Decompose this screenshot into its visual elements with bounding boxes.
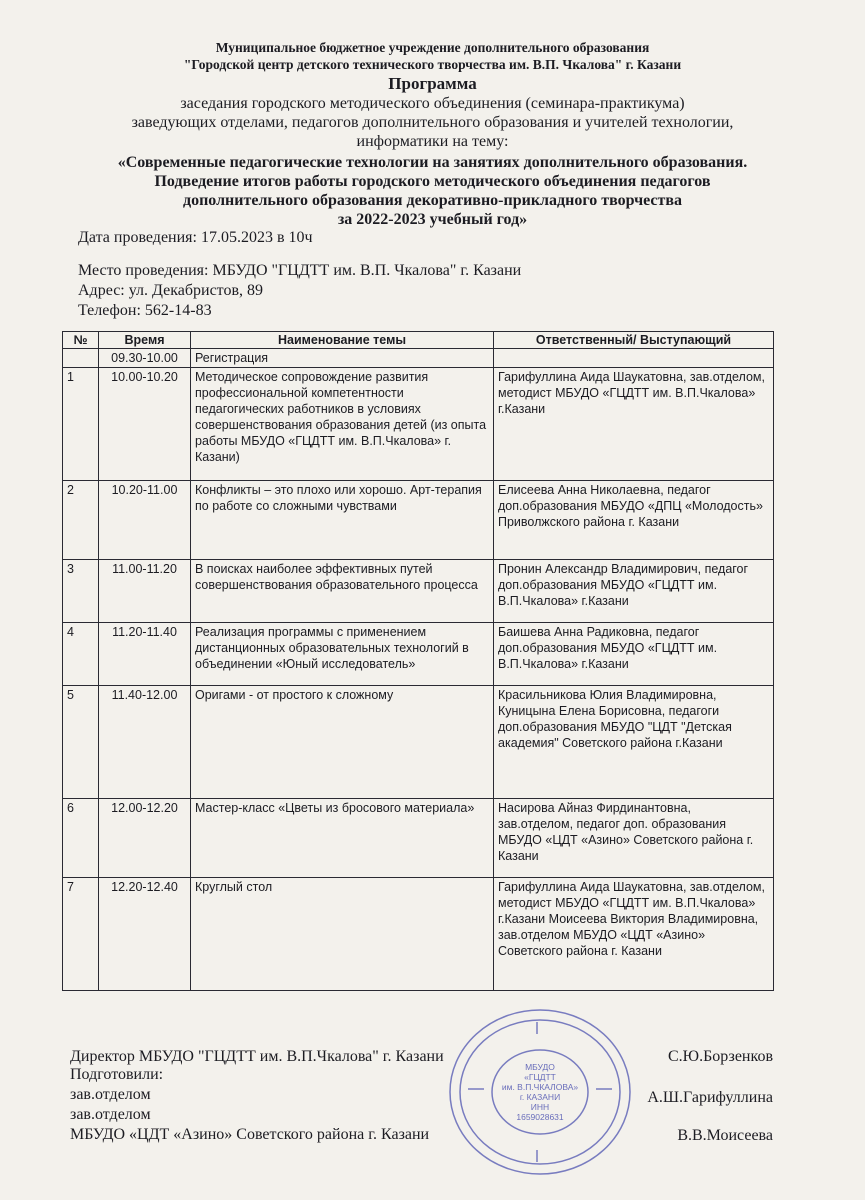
program-table bbox=[62, 331, 774, 991]
row-num: 7 bbox=[63, 878, 99, 991]
stamp-text-6: 1659028631 bbox=[516, 1112, 564, 1122]
row-num: 6 bbox=[63, 799, 99, 878]
table-row bbox=[63, 560, 774, 623]
row-time: 10.00-10.20 bbox=[99, 368, 191, 481]
stamp-text-2: «ГЦДТТ bbox=[524, 1072, 556, 1082]
event-phone: Телефон: 562-14-83 bbox=[78, 302, 212, 319]
table-row bbox=[63, 799, 774, 878]
header-time: Время bbox=[99, 332, 191, 349]
row-time: 12.00-12.20 bbox=[99, 799, 191, 878]
subtitle-line3: информатики на тему: bbox=[356, 133, 509, 150]
stamp-text-1: МБУДО bbox=[525, 1062, 555, 1072]
director-title: Директор МБУДО "ГЦДТТ им. В.П.Чкалова" г. Казани bbox=[70, 1048, 444, 1065]
header-num: № bbox=[63, 332, 99, 349]
theme-line2: Подведение итогов работы городского методического объединения педагогов bbox=[154, 173, 711, 190]
row-time: 11.00-11.20 bbox=[99, 560, 191, 623]
row-responsible: Насирова Айназ Фирдинантовна, зав.отделом, педагог доп. образования МБУДО «ЦДТ «Азино» Советского района г. Казани bbox=[494, 799, 774, 878]
header-topic: Наименование темы bbox=[191, 332, 494, 349]
row-topic: Методическое сопровождение развития профессиональной компетентности педагогических работников в условиях совершенствования образования детей (из опыта работы МБУДО «ГЦДТТ им. В.П.Чкалова» г. Казани) bbox=[191, 368, 494, 481]
row-topic: Мастер-класс «Цветы из бросового материала» bbox=[191, 799, 494, 878]
row-responsible: Елисеева Анна Николаевна, педагог доп.образования МБУДО «ДПЦ «Молодость» Приволжского района г. Казани bbox=[494, 481, 774, 560]
preparer2-org: МБУДО «ЦДТ «Азино» Советского района г. Казани bbox=[70, 1126, 430, 1143]
row-time: 11.40-12.00 bbox=[99, 686, 191, 799]
row-topic: Круглый стол bbox=[191, 878, 494, 991]
table-row bbox=[63, 878, 774, 991]
row-num: 4 bbox=[63, 623, 99, 686]
row-num bbox=[63, 349, 99, 368]
row-num: 2 bbox=[63, 481, 99, 560]
row-topic: Конфликты – это плохо или хорошо. Арт-терапия по работе со сложными чувствами bbox=[191, 481, 494, 560]
row-time: 11.20-11.40 bbox=[99, 623, 191, 686]
row-num: 1 bbox=[63, 368, 99, 481]
header-responsible: Ответственный/ Выступающий bbox=[494, 332, 774, 349]
row-topic: Регистрация bbox=[191, 349, 494, 368]
preparer1-name: А.Ш.Гарифуллина bbox=[647, 1089, 773, 1106]
table-row bbox=[63, 623, 774, 686]
row-topic: В поисках наиболее эффективных путей совершенствования образовательного процесса bbox=[191, 560, 494, 623]
row-time: 12.20-12.40 bbox=[99, 878, 191, 991]
table-row bbox=[63, 368, 774, 481]
prepared-by-label: Подготовили: bbox=[70, 1066, 164, 1083]
stamp-text-4: г. КАЗАНИ bbox=[519, 1092, 561, 1102]
row-num: 5 bbox=[63, 686, 99, 799]
theme-line1: «Современные педагогические технологии на занятиях дополнительного образования. bbox=[117, 154, 748, 171]
subtitle-line2: заведующих отделами, педагогов дополнительного образования и учителей технологии, bbox=[131, 114, 734, 131]
org-name-line2: "Городской центр детского технического творчества им. В.П. Чкалова" г. Казани bbox=[183, 57, 682, 72]
event-place: Место проведения: МБУДО "ГЦДТТ им. В.П. Чкалова" г. Казани bbox=[78, 262, 522, 279]
theme-line3: дополнительного образования декоративно-прикладного творчества bbox=[182, 192, 683, 209]
preparer1-role: зав.отделом bbox=[70, 1086, 151, 1103]
event-date: Дата проведения: 17.05.2023 в 10ч bbox=[78, 229, 313, 246]
row-responsible: Пронин Александр Владимирович, педагог доп.образования МБУДО «ГЦДТТ им. В.П.Чкалова» г.Казани bbox=[494, 560, 774, 623]
table-row bbox=[63, 481, 774, 560]
row-responsible: Баишева Анна Радиковна, педагог доп.образования МБУДО «ГЦДТТ им. В.П.Чкалова» г.Казани bbox=[494, 623, 774, 686]
subtitle-line1: заседания городского методического объединения (семинара-практикума) bbox=[180, 95, 685, 112]
row-responsible: Красильникова Юлия Владимировна, Куницына Елена Борисовна, педагоги доп.образования МБУДО "ЦДТ "Детская академия" Советского района г.Казани bbox=[494, 686, 774, 799]
row-time: 09.30-10.00 bbox=[99, 349, 191, 368]
row-responsible: Гарифуллина Аида Шаукатовна, зав.отделом, методист МБУДО «ГЦДТТ им. В.П.Чкалова» г.Казани bbox=[494, 368, 774, 481]
preparer2-role: зав.отделом bbox=[70, 1106, 151, 1123]
row-responsible: Гарифуллина Аида Шаукатовна, зав.отделом, методист МБУДО «ГЦДТТ им. В.П.Чкалова» г.Казани Моисеева Виктория Владимировна, зав.отделом МБУДО «ЦДТ «Азино» Советского района г. Казани bbox=[494, 878, 774, 991]
row-time: 10.20-11.00 bbox=[99, 481, 191, 560]
theme-line4: за 2022-2023 учебный год» bbox=[337, 211, 528, 228]
row-num: 3 bbox=[63, 560, 99, 623]
official-seal-stamp bbox=[440, 1000, 640, 1180]
row-topic: Реализация программы с применением дистанционных образовательных технологий в объединении «Юный исследователь» bbox=[191, 623, 494, 686]
stamp-text-3: им. В.П.ЧКАЛОВА» bbox=[501, 1082, 579, 1092]
row-topic: Оригами - от простого к сложному bbox=[191, 686, 494, 799]
table-header-row bbox=[63, 332, 774, 349]
table-row bbox=[63, 349, 774, 368]
stamp-text-5: ИНН bbox=[530, 1102, 550, 1112]
program-title: Программа bbox=[388, 74, 477, 93]
org-name-line1: Муниципальное бюджетное учреждение дополнительного образования bbox=[215, 40, 650, 55]
event-address: Адрес: ул. Декабристов, 89 bbox=[78, 282, 264, 299]
director-signature-name: С.Ю.Борзенков bbox=[668, 1048, 773, 1065]
preparer2-name: В.В.Моисеева bbox=[677, 1127, 773, 1144]
row-responsible bbox=[494, 349, 774, 368]
table-row bbox=[63, 686, 774, 799]
